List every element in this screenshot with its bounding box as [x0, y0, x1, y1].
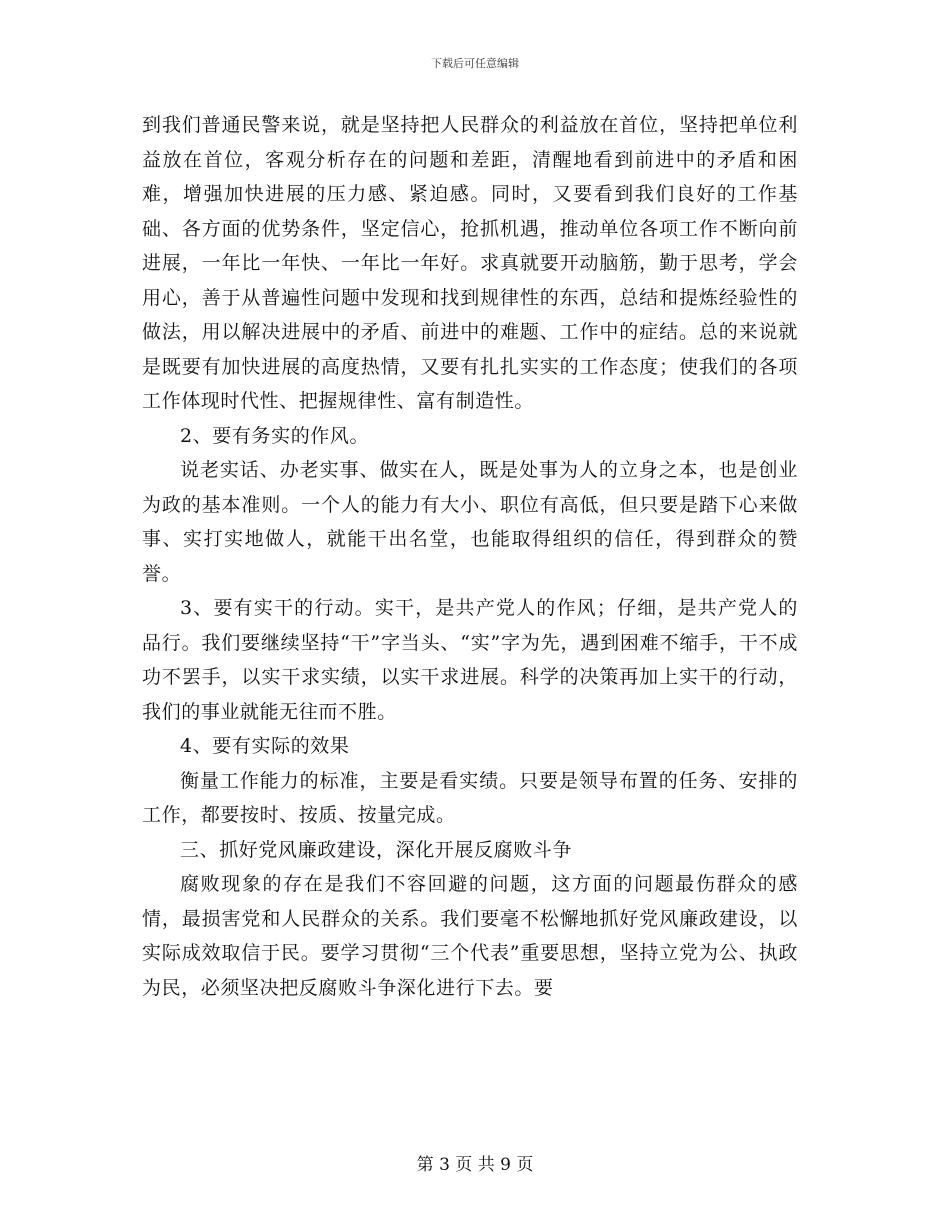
document-body [142, 108, 798, 1005]
chapter-heading-3: 三、抓好党风廉政建设，深化开展反腐败斗争 [180, 838, 573, 861]
section-heading-2: 2、要有务实的作风。 [180, 424, 370, 447]
paragraph: 说老实话、办老实事、做实在人，既是处事为人的立身之本，也是创业为政的基本准则。一个人的能力有大小、职位有高低，但只要是踏下心来做事、实打实地做人，就能干出名堂，也能取得组织的信任，得到群众的赞誉。 [142, 459, 798, 585]
paragraph: 腐败现象的存在是我们不容回避的问题，这方面的问题最伤群众的感情，最损害党和人民群众的关系。我们要毫不松懈地抓好党风廉政建设，以实际成效取信于民。要学习贯彻“三个代表”重要思想，坚持立党为公、执政为民，必须坚决把反腐败斗争深化进行下去。要 [142, 873, 798, 999]
page-number: 第 3 页 共 9 页 [416, 1155, 534, 1175]
paragraph: 衡量工作能力的标准，主要是看实绩。只要是领导布置的任务、安排的工作，都要按时、按质、按量完成。 [142, 769, 798, 826]
section-heading-3: 3、要有实干的行动。实干，是共产党人的作风；仔细，是共产党人的品行。我们要继续坚持“干”字当头、“实”字为先，遇到困难不缩手，干不成功不罢手，以实干求实绩，以实干求进展。科学的决策再加上实干的行动，我们的事业就能无往而不胜。 [142, 597, 798, 723]
section-heading-4: 4、要有实际的效果 [180, 735, 350, 757]
paragraph-continuation: 到我们普通民警来说，就是坚持把人民群众的利益放在首位，坚持把单位利益放在首位，客观分析存在的问题和差距，清醒地看到前进中的矛盾和困难，增强加快进展的压力感、紧迫感。同时，又要看到我们良好的工作基础、各方面的优势条件，坚定信心，抢抓机遇，推动单位各项工作不断向前进展，一年比一年快、一年比一年好。求真就要开动脑筋，勤于思考，学会用心，善于从普遍性问题中发现和找到规律性的东西，总结和提炼经验性的做法，用以解决进展中的矛盾、前进中的难题、工作中的症结。总的来说就是既要有加快进展的高度热情，又要有扎扎实实的工作态度；使我们的各项工作体现时代性、把握规律性、富有制造性。 [142, 114, 798, 412]
page-header: 下载后可任意编辑 [431, 57, 519, 70]
